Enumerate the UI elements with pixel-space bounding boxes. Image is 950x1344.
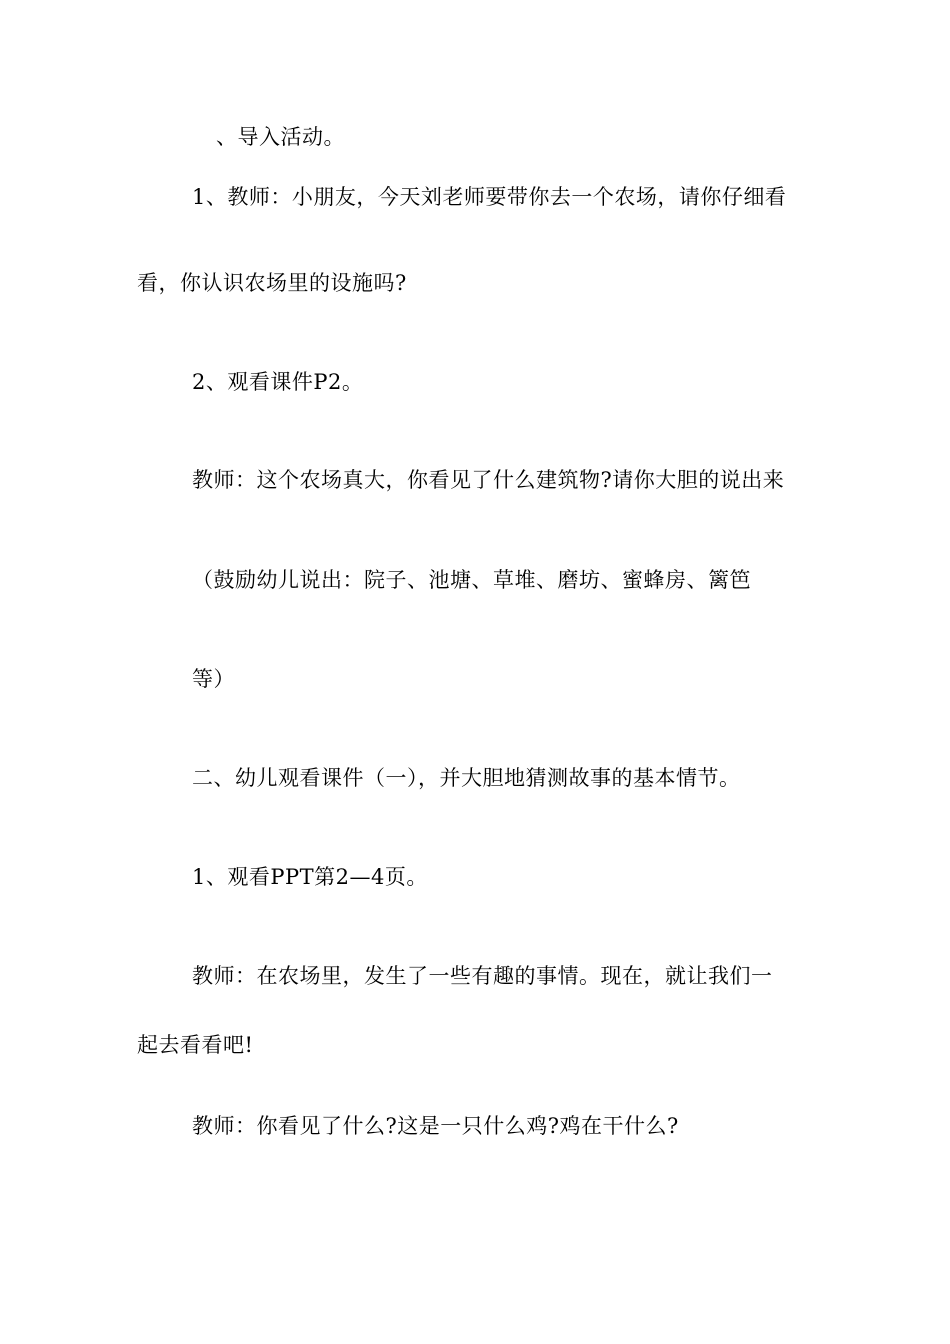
paragraph-line: 1、教师：小朋友，今天刘老师要带你去一个农场，请你仔细看 xyxy=(192,185,787,209)
paragraph-line: 1、观看PPT第2—4页。 xyxy=(192,865,428,889)
paragraph-line: 、导入活动。 xyxy=(216,125,345,149)
paragraph-line: 看，你认识农场里的设施吗? xyxy=(137,271,407,295)
paragraph-line: 等） xyxy=(192,667,235,691)
paragraph-line: 教师：在农场里，发生了一些有趣的事情。现在，就让我们一 xyxy=(192,964,773,988)
paragraph-line: （鼓励幼儿说出：院子、池塘、草堆、磨坊、蜜蜂房、篱笆 xyxy=(192,568,751,592)
paragraph-line: 教师：你看见了什么?这是一只什么鸡?鸡在干什么? xyxy=(192,1114,679,1138)
paragraph-line: 二、幼儿观看课件（一），并大胆地猜测故事的基本情节。 xyxy=(192,766,741,790)
paragraph-line: 教师：这个农场真大，你看见了什么建筑物?请你大胆的说出来 xyxy=(192,468,785,492)
paragraph-line: 2、观看课件P2。 xyxy=(192,370,364,394)
paragraph-line: 起去看看吧! xyxy=(137,1033,254,1057)
